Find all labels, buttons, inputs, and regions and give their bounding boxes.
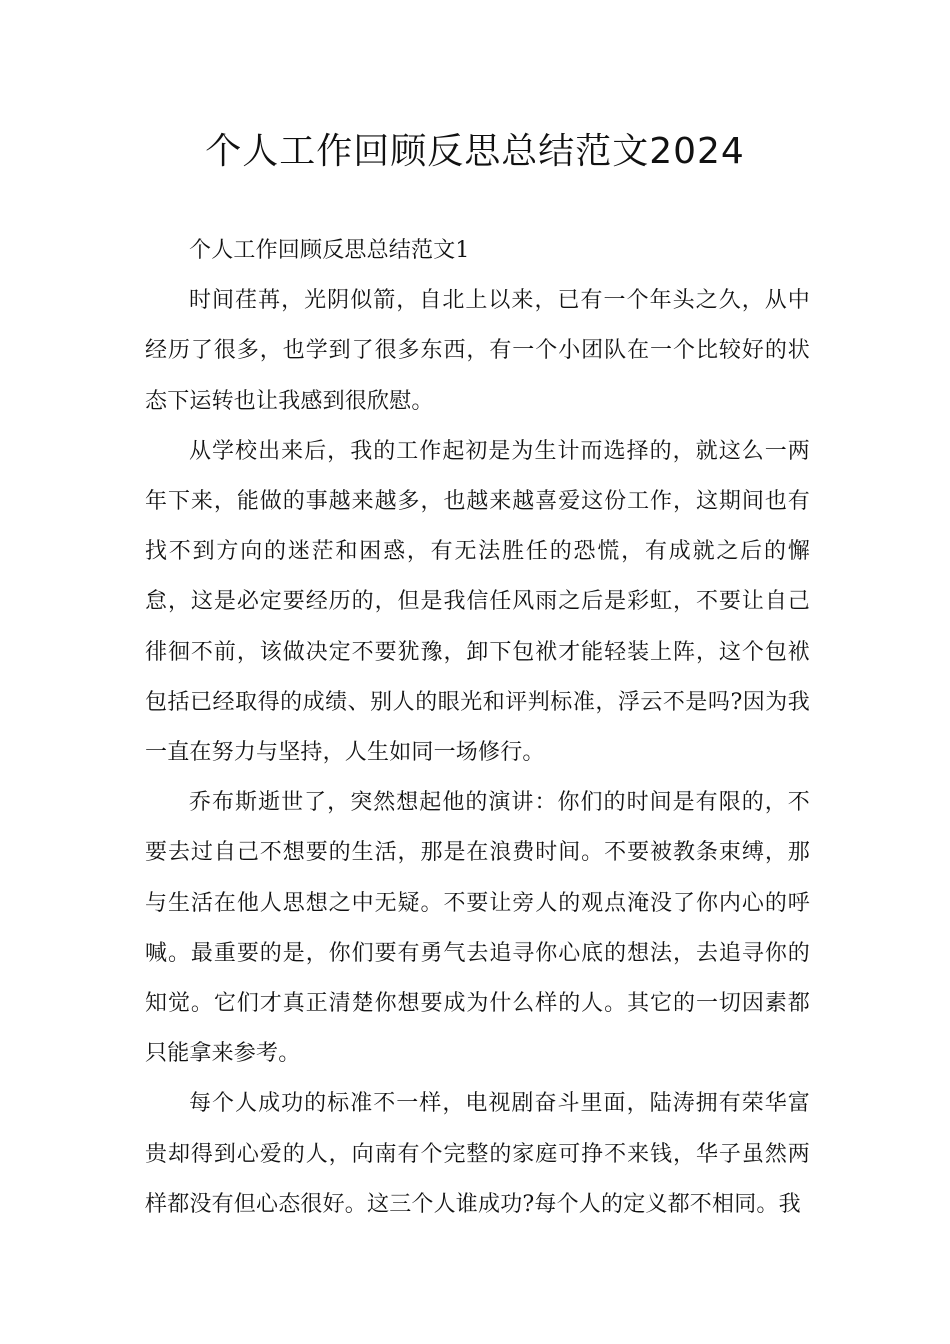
document-title: 个人工作回顾反思总结范文2024 — [205, 131, 745, 172]
document-body — [145, 226, 810, 1230]
paragraph-heading: 个人工作回顾反思总结范文1 — [189, 238, 470, 263]
paragraph: 时间荏苒，光阴似箭，自北上以来，已有一个年头之久，从中经历了很多，也学到了很多东西，有一个小团队在一个比较好的状态下运转也让我感到很欣慰。 — [145, 288, 810, 414]
paragraph: 从学校出来后，我的工作起初是为生计而选择的，就这么一两年下来，能做的事越来越多，也越来越喜爱这份工作，这期间也有找不到方向的迷茫和困惑，有无法胜任的恐慌，有成就之后的懈怠，这是必定要经历的，但是我信任风雨之后是彩虹，不要让自己徘徊不前，该做决定不要犹豫，卸下包袱才能轻装上阵，这个包袱包括已经取得的成绩、别人的眼光和评判标准，浮云不是吗?因为我一直在努力与坚持，人生如同一场修行。 — [145, 438, 810, 766]
paragraph: 每个人成功的标准不一样，电视剧奋斗里面，陆涛拥有荣华富贵却得到心爱的人，向南有个完整的家庭可挣不来钱，华子虽然两样都没有但心态很好。这三个人谁成功?每个人的定义都不相同。我 — [145, 1091, 810, 1217]
paragraph: 乔布斯逝世了，突然想起他的演讲：你们的时间是有限的，不要去过自己不想要的生活，那是在浪费时间。不要被教条束缚，那与生活在他人思想之中无疑。不要让旁人的观点淹没了你内心的呼喊。最重要的是，你们要有勇气去追寻你心底的想法，去追寻你的知觉。它们才真正清楚你想要成为什么样的人。其它的一切因素都只能拿来参考。 — [145, 790, 810, 1067]
